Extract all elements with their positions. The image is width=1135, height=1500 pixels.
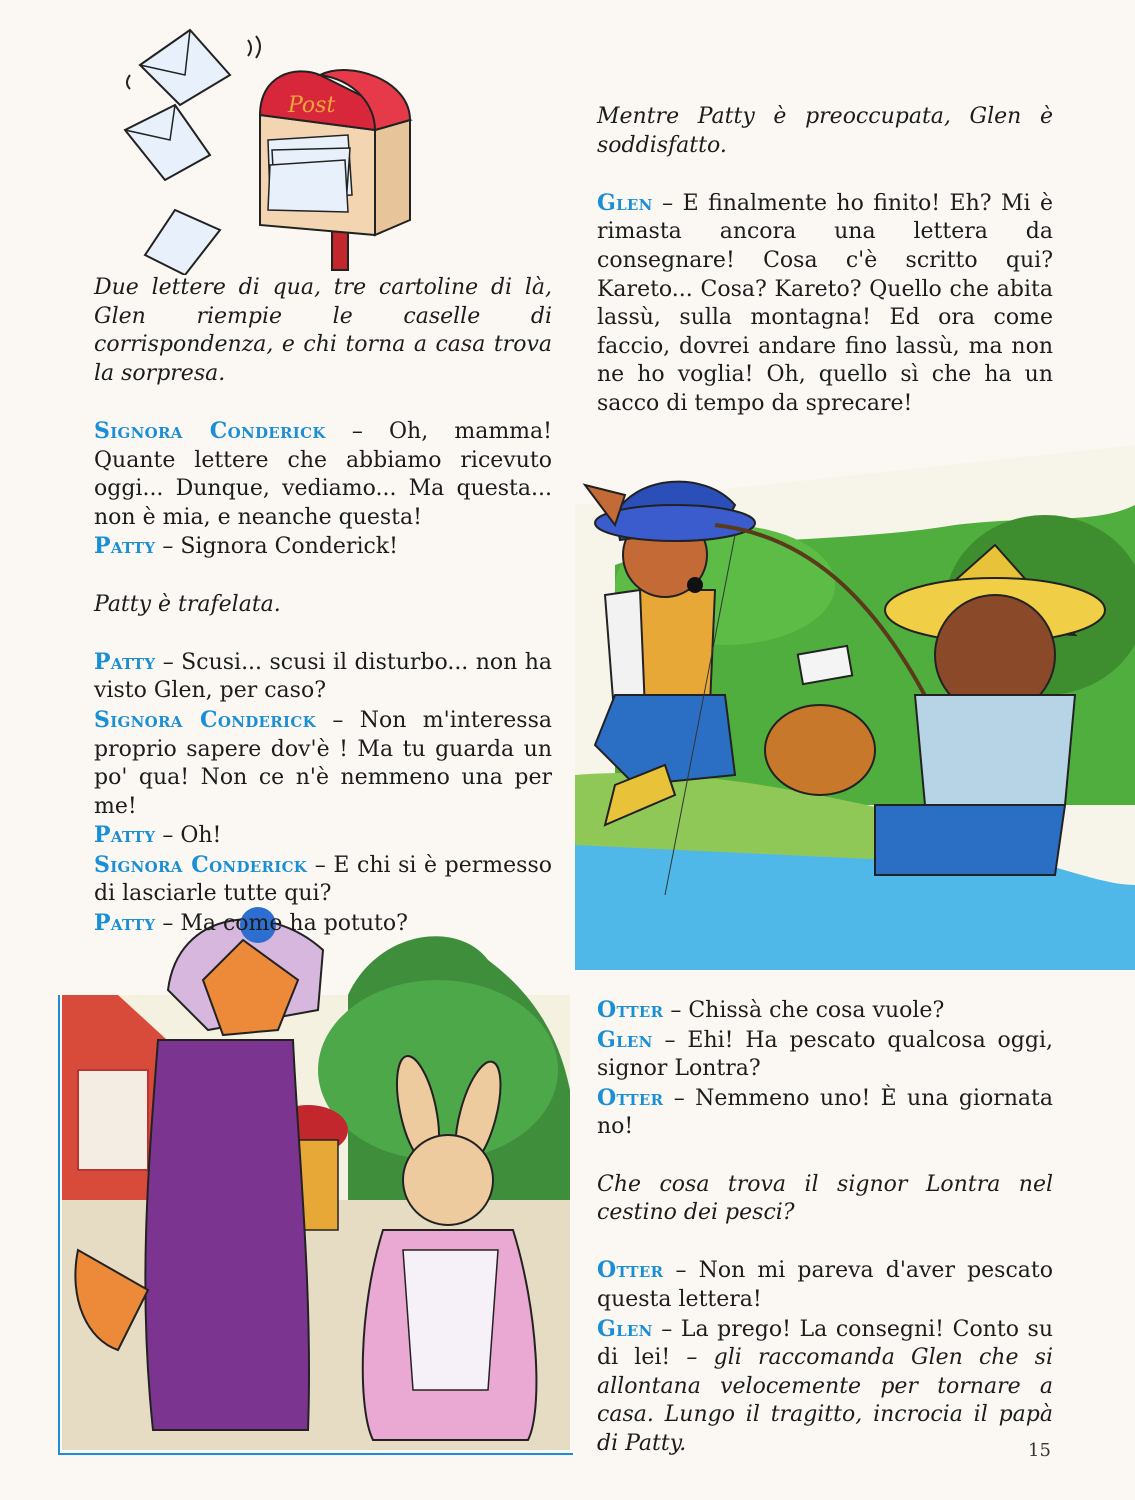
narration-tail: – gli raccomanda Glen che si allontana velocemente per tornare a casa. Lungo il tragitto, incrocia il papà di Patty. <box>597 1345 1053 1456</box>
speaker-name: Otter <box>597 1257 664 1284</box>
right-text-column-top <box>597 103 1053 419</box>
narration-paragraph <box>597 1171 1053 1228</box>
mailbox-lettering: Post <box>288 93 336 118</box>
speaker-name: Patty <box>94 648 156 675</box>
paragraph-gap <box>597 160 1053 189</box>
dialogue-line <box>597 1315 1053 1459</box>
speaker-name: Glen <box>597 1026 653 1053</box>
dialogue-line <box>94 909 552 939</box>
dialogue-text: – Oh, mamma! Quante lettere che abbiamo ricevuto oggi... Dunque, vediamo... Ma questa... non è mia, e neanche questa! <box>94 418 552 530</box>
speaker-name: Signora Conderick <box>94 417 326 444</box>
speaker-name: Signora Conderick <box>94 706 316 733</box>
mailbox-illustration <box>120 20 420 275</box>
narration-text: Che cosa trova il signor Lontra nel cestino dei pesci? <box>597 1171 1053 1226</box>
right-text-column-bottom <box>597 996 1053 1459</box>
dialogue-text: – E finalmente ho finito! Eh? Mi è rimasta ancora una lettera da consegnare! Cosa c'è scritto qui? Kareto... Cosa? Kareto? Quello che abita lassù, sulla montagna! Ed ora come faccio, dovrei andare fino lassù, ma non ne ho voglia! Oh, quello sì che ha un sacco di tempo da sprecare! <box>597 190 1053 416</box>
dialogue-text: – Chissà che cosa vuole? <box>663 998 945 1023</box>
left-text-column <box>94 274 552 939</box>
dialogue-line <box>597 1084 1053 1142</box>
fox-rabbit-illustration <box>58 870 573 1455</box>
mailbox <box>260 70 410 270</box>
dialogue-text: – E chi si è permesso di lasciarle tutte qui? <box>94 852 553 907</box>
paragraph-gap <box>94 388 552 417</box>
paragraph-gap <box>597 1228 1053 1257</box>
dialogue-text: – Non mi pareva d'aver pescato questa lettera! <box>597 1258 1053 1312</box>
narration-text: Mentre Patty è preoccupata, Glen è soddisfatto. <box>597 104 1053 158</box>
dialogue-text: – Nemmeno uno! È una giornata no! <box>597 1085 1053 1140</box>
dialogue-line <box>597 1026 1053 1084</box>
dialogue-text: – Scusi... scusi il disturbo... non ha visto Glen, per caso? <box>94 649 552 704</box>
dialogue-line <box>94 821 552 851</box>
dialogue-text: – Ehi! Ha pescato qualcosa oggi, signor Lontra? <box>597 1027 1053 1082</box>
speaker-name: Glen <box>597 1315 653 1342</box>
dialogue-text: – Ma come ha potuto? <box>155 911 408 937</box>
dialogue-line <box>597 1256 1053 1314</box>
dialogue-line <box>94 532 552 562</box>
speaker-name: Otter <box>597 997 664 1023</box>
dialogue-text: – Oh! <box>155 823 222 849</box>
speaker-name: Otter <box>597 1084 664 1111</box>
page-number: 15 <box>1028 1440 1051 1461</box>
speaker-name: Signora Conderick <box>94 851 308 878</box>
narration-paragraph <box>94 591 552 620</box>
dialogue-text: – Signora Conderick! <box>155 534 398 560</box>
speaker-name: Patty <box>94 822 156 849</box>
dialogue-text: – La prego! La consegni! Conto su di lei! <box>597 1316 1053 1371</box>
fishing-illustration <box>575 445 1135 970</box>
narration-paragraph <box>597 103 1053 160</box>
speaker-name: Glen <box>597 189 653 216</box>
narration-paragraph <box>94 274 552 388</box>
flying-letter-1 <box>140 30 230 105</box>
dialogue-line <box>94 417 552 532</box>
dialogue-line <box>597 996 1053 1026</box>
paragraph-gap <box>597 1142 1053 1171</box>
dialogue-text: – Non m'interessa proprio sapere dov'è ! Ma tu guarda un po' qua! Non ce n'è nemmeno una per me! <box>94 707 552 819</box>
narration-text: Due lettere di qua, tre cartoline di là, Glen riempie le caselle di corrispondenza, e chi torna a casa trova la sorpresa. <box>94 275 552 386</box>
dialogue-line <box>94 706 552 821</box>
paragraph-gap <box>94 619 552 648</box>
flying-letter-2 <box>125 105 210 180</box>
speaker-name: Patty <box>94 910 156 937</box>
flying-letter-3 <box>145 210 220 275</box>
dialogue-line <box>94 851 552 909</box>
narration-text: Patty è trafelata. <box>94 591 281 617</box>
paragraph-gap <box>94 562 552 591</box>
dialogue-line <box>94 648 552 706</box>
dialogue-line <box>597 189 1053 419</box>
speaker-name: Patty <box>94 533 156 560</box>
